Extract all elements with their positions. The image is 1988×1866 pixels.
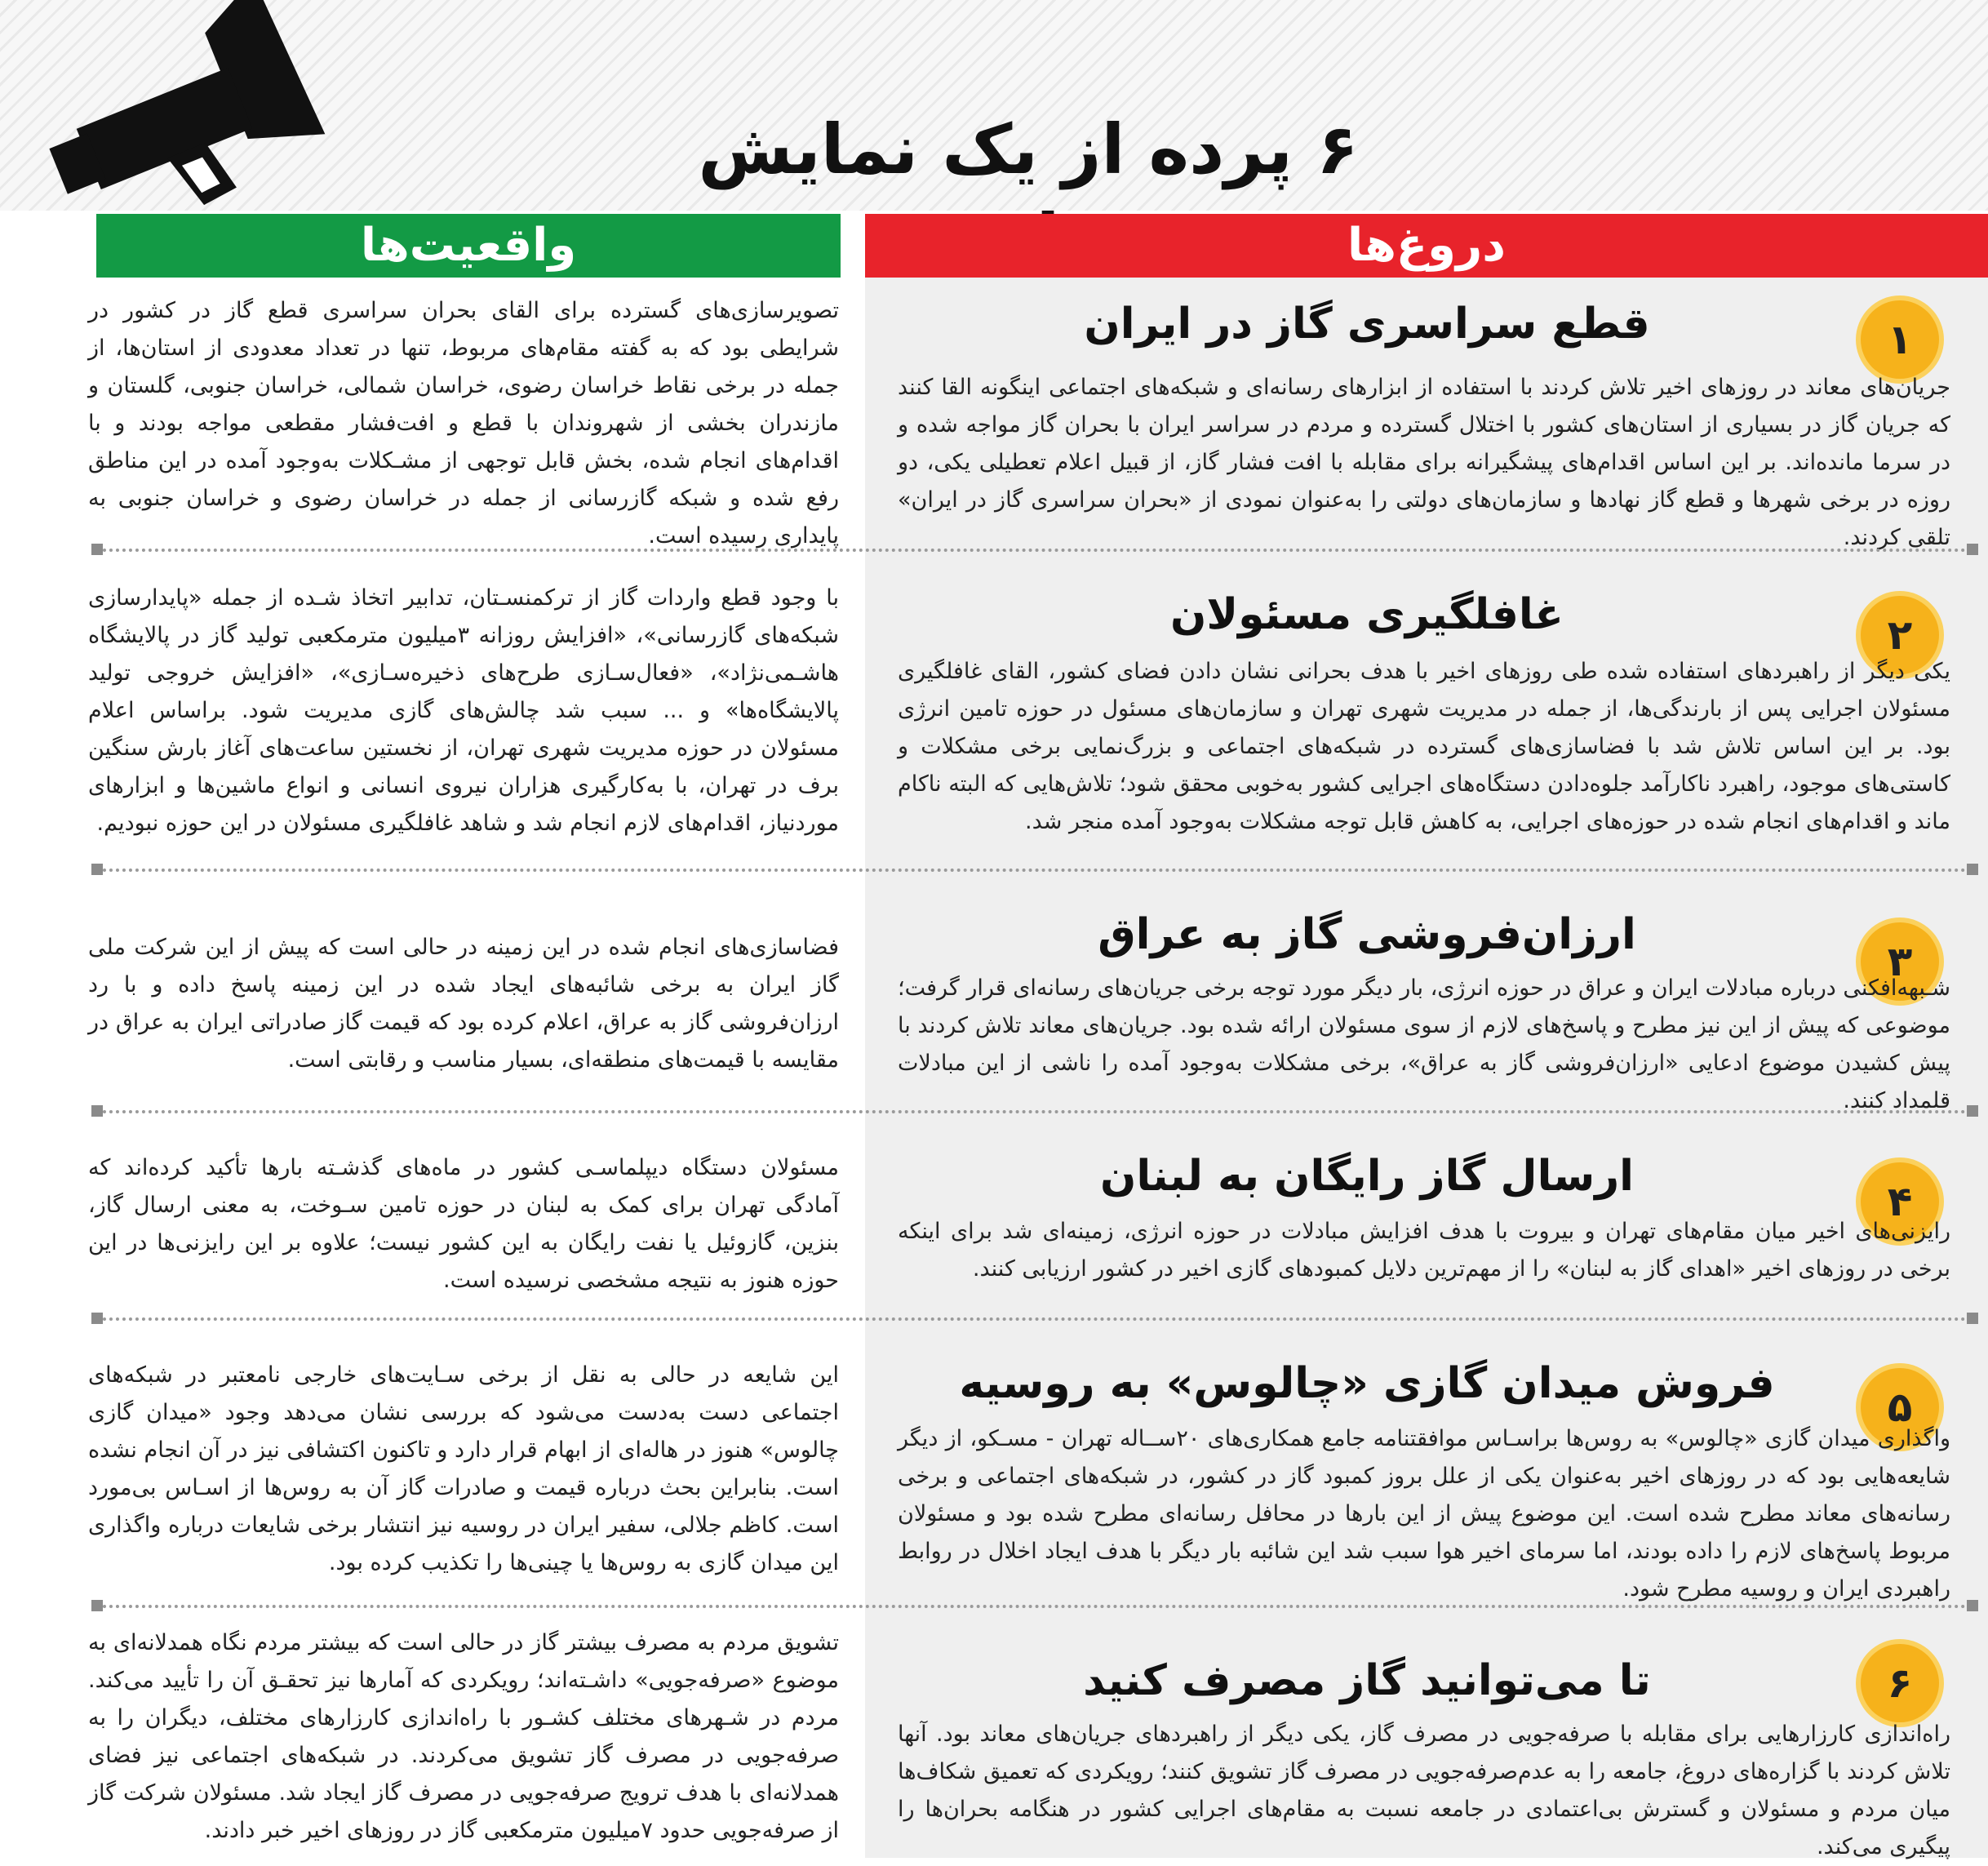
megaphone-icon <box>33 0 326 211</box>
lie-text: یکی دیگر از راهبردهای استفاده شده طی روزهای اخیر با هدف بحرانی نشان دادن فضای کشور، القای غافلگیری مسئولان اجرایی پس از بارندگی‌ها، از جمله در مدیریت شهری تهران و سازمان‌های مسئول در حوزه تامین انرژی بود. بر این اساس تلاش شد با فضاسازی‌های گسترده در شبکه‌های اجتماعی و بزرگ‌نمایی برخی مشکلات و کاستی‌های موجود، راهبرد ناکارآمد جلوه‌دادن دستگاه‌های اجرایی کشور به‌خوبی محقق شود؛ تلاش‌هایی که البته ناکام ماند و اقدام‌های انجام شده در حوزه‌های اجرایی، به کاهش قابل توجه مشکلات به‌وجود آمده منجر شد. <box>898 659 1950 834</box>
fact-text: مسئولان دستگاه دیپلماسـی کشور در ماه‌های گذشـته بارها تأکید کرده‌اند که آمادگی تهران برای کمک به لبنان در حوزه تامین سـوخت، به معنی ارسال گاز، بنزین، گازوئیل یا نفت رایگان به این کشور نیست؛ علاوه بر این رایزنی‌ها در این حوزه هنوز به نتیجه مشخصی نرسیده است. <box>88 1155 839 1293</box>
item-number-badge: ۱ <box>1861 300 1939 379</box>
row-separator <box>96 1110 1973 1113</box>
separator-marker <box>1967 1313 1978 1324</box>
row-separator <box>96 1317 1973 1321</box>
separator-marker <box>91 1313 103 1324</box>
lie-text: رایزنی‌های اخیر میان مقام‌های تهران و بیروت با هدف افزایش مبادلات در حوزه انرژی، زمینه‌ای شد برای اینکه برخی در روزهای اخیر «اهدای گاز به لبنان» را از مهم‌ترین دلایل کمبودهای گازی اخیر در کشور ارزیابی کنند. <box>898 1219 1950 1282</box>
fact-text: تشویق مردم به مصرف بیشتر گاز در حالی است که بیشتر مردم نگاه همدلانه‌ای به موضوع «صرفه‌جویی» داشـته‌اند؛ رویکردی که آمارها نیز تحقـق آن را تأیید می‌کند. مردم در شـهرهای مختلف کشـور با راه‌اندازی کارزارهای مختلف، دیگران را به صرفه‌جویی در مصرف گاز تشویق می‌کردند. در شبکه‌های اجتماعی نیز فضای همدلانه‌ای با هدف ترویج صرفه‌جویی در مصرف گاز ایجاد شد. مسئولان شرکت گاز از صرفه‌جویی حدود ۷میلیون مترمکعبی گاز در روزهای اخیر خبر دادند. <box>88 1630 839 1843</box>
separator-marker <box>1967 544 1978 555</box>
item-row <box>0 1324 1988 1605</box>
fact-text: فضاسازی‌های انجام شده در این زمینه در حالی است که پیش از این شرکت ملی گاز ایران به برخی شائبه‌های ایجاد شده در این زمینه پاسخ داده و با رد ارزان‌فروشی گاز به عراق، اعلام کرده بود که قیمت گاز صادراتی ایران به عراق در مقایسه با قیمت‌های منطقه‌ای، بسیار مناسب و رقابتی است. <box>88 935 839 1073</box>
item-row <box>0 555 1988 865</box>
item-row <box>0 278 1988 555</box>
page-header <box>0 0 1988 211</box>
lie-text: واگذاری میدان گازی «چالوس» به روس‌ها براسـاس موافقتنامه جامع همکاری‌های ۲۰ســاله تهران - مسـکو، از دیگر شایعه‌هایی بود که در روزهای اخیر به‌عنوان یکی از علل بروز کمبود گاز در کشور، در شبکه‌های اجتماعی و برخی رسانه‌های معاند مطرح شده است. این موضوع پیش از این بارها در محافل رسانه‌ای مطرح شده بود و مسئولان مربوط پاسخ‌های لازم را داده بودند، اما سرمای اخیر هوا سبب شد این شائبه بار دیگر با هدف ایجاد اخلال در روابط راهبردی ایران و روسیه مطرح شود. <box>898 1426 1950 1602</box>
lie-title: تا می‌توانید گاز مصرف کنید <box>1083 1656 1651 1705</box>
item-number-badge: ۴ <box>1861 1162 1939 1241</box>
separator-marker <box>1967 864 1978 875</box>
page-title: ۶ پرده از یک نمایش <box>698 109 1359 189</box>
row-separator <box>96 869 1973 872</box>
lie-title: فروش میدان گازی «چالوس» به روسیه <box>959 1359 1775 1408</box>
row-separator <box>96 1605 1973 1608</box>
item-row <box>0 1611 1988 1858</box>
facts-column-header: واقعیت‌ها <box>96 214 841 278</box>
separator-marker <box>1967 1600 1978 1611</box>
separator-marker <box>91 1600 103 1611</box>
lie-title: ارزان‌فروشی گاز به عراق <box>1098 910 1636 959</box>
lie-text: جریان‌های معاند در روزهای اخیر تلاش کردند با استفاده از ابزارهای رسانه‌ای و شبکه‌های اجتماعی اینگونه القا کنند که جریان گاز در بسیاری از استان‌های کشور با اختلال گسترده و مردم در سراسر ایران با بحران گاز مواجه شده و در سرما مانده‌اند. بر این اساس اقدام‌های پیشگیرانه برای مقابله با افت فشار گاز، از قبیل اعلام تعطیلی یکی، دو روزه در برخی شهرها و قطع گاز نهادها و سازمان‌های دولتی را به‌عنوان نمودی از «بحران سراسری گاز در ایران» تلقی کردند. <box>898 375 1950 550</box>
item-row <box>0 875 1988 1112</box>
item-number-badge: ۳ <box>1861 922 1939 1001</box>
fact-text: این شایعه در حالی به نقل از برخی سـایت‌های خارجی نامعتبر در شبکه‌های اجتماعی دست به‌دست می‌شود که بررسی نشان می‌دهد وجود «میدان گازی چالوس» هنوز در هاله‌ای از ابهام قرار دارد و تاکنون اکتشافی نیز در آن انجام نشده است. بنابراین بحث درباره قیمت و صادرات گاز آن به روس‌ها از اسـاس بی‌مورد است. کاظم جلالی، سفیر ایران در روسیه نیز انتشار برخی شایعات درباره واگذاری این میدان گازی به روس‌ها یا چینی‌ها را تکذیب کرده بود. <box>88 1362 839 1575</box>
lies-column-header: دروغ‌ها <box>865 214 1988 278</box>
fact-text: تصویرسازی‌های گسترده برای القای بحران سراسری قطع گاز در کشور در شرایطی بود که به گفته مقام‌های مربوط، تنها در تعداد معدودی از استان‌ها، از جمله در برخی نقاط خراسان رضوی، خراسان شمالی، خراسان جنوبی، گلستان و مازندران بخشی از شهروندان با قطع و افت‌فشار مقطعی مواجه بودند و با اقدام‌های انجام شده، بخش قابل توجهی از مشـکلات به‌وجود آمده در این مناطق رفع شده و شبکه گازرسانی از جمله در خراسان رضوی و خراسان جنوبی به پایداری رسیده است. <box>88 298 839 549</box>
item-number-badge: ۶ <box>1861 1644 1939 1722</box>
lie-text: راه‌اندازی کارزارهایی برای مقابله با صرفه‌جویی در مصرف گاز، یکی دیگر از راهبردهای جریان‌های معاند بود. آنها تلاش کردند با گزاره‌های دروغ، جامعه را به عدم‌صرفه‌جویی در مصرف گاز تشویق کنند؛ رویکردی که تعمیق شکاف‌ها میان مردم و مسئولان و گسترش بی‌اعتمادی در جامعه نسبت به مقام‌های اجرایی کشور در هنگامه بحران‌ها را پیگیری می‌کند. <box>898 1722 1950 1859</box>
item-row <box>0 1117 1988 1316</box>
separator-marker <box>91 1105 103 1117</box>
separator-marker <box>91 544 103 555</box>
separator-marker <box>91 864 103 875</box>
lie-text: شـبهه‌افکنی درباره مبادلات ایران و عراق در حوزه انرژی، بار دیگر مورد توجه برخی جریان‌های رسانه‌ای قرار گرفت؛ موضوعی که پیش از این نیز مطرح و پاسخ‌های لازم از سوی مسئولان ارائه شده بود. جریان‌های معاند تلاش کردند با پیش کشیدن موضوع ادعایی «ارزان‌فروشی گاز به عراق»، برخی مشکلات به‌وجود آمده را ناشی از این مبادلات قلمداد کنند. <box>898 975 1950 1113</box>
lie-title: ارسال گاز رایگان به لبنان <box>1099 1152 1635 1201</box>
lie-title: غافلگیری مسئولان <box>1170 590 1564 639</box>
lie-title: قطع سراسری گاز در ایران <box>1084 300 1650 349</box>
row-separator <box>96 549 1973 552</box>
item-number-badge: ۵ <box>1861 1368 1939 1446</box>
separator-marker <box>1967 1105 1978 1117</box>
fact-text: با وجود قطع واردات گاز از ترکمنسـتان، تدابیر اتخاذ شـده از جمله «پایدارسازی شبکه‌های گازرسانی»، «افزایش روزانه ۳میلیون مترمکعبی تولید گاز در پالایشگاه هاشـمی‌نژاد»، «فعال‌سـازی طرح‌های ذخیره‌سـازی»، «افزایش خروجی تولید پالایشگاه‌ها» و ... سبب شد چالش‌های گازی مدیریت شود. براساس اعلام مسئولان در حوزه مدیریت شهری تهران، از نخستین ساعت‌های آغاز بارش سنگین برف در تهران، با به‌کارگیری هزاران نیروی انسانی و انواع ماشین‌ها و ابزارهای مورد‌نیاز، اقدام‌های لازم انجام شد و شاهد غافلگیری مسئولان در این حوزه نبودیم. <box>88 585 839 836</box>
item-number-badge: ۲ <box>1861 596 1939 674</box>
